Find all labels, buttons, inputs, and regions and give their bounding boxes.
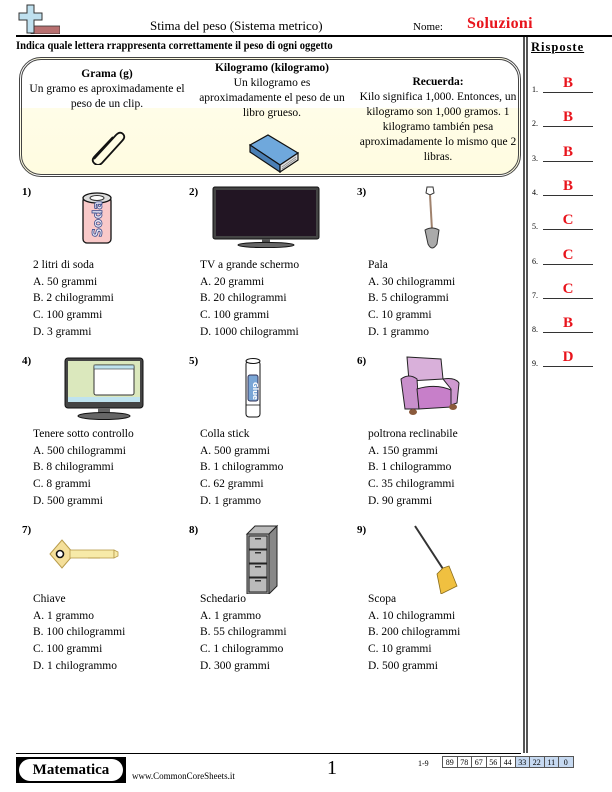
option-d: D. 500 grammi (33, 494, 103, 507)
remember-info (353, 75, 521, 165)
instructions: Indica quale lettera rrappresenta correttamente il peso di ogni oggetto (16, 40, 333, 52)
brand-badge (16, 757, 126, 783)
item-name: TV a grande schermo (200, 259, 300, 271)
answer-row (532, 351, 612, 371)
item-name: Tenere sotto controllo (33, 428, 134, 440)
logo-icon (16, 4, 60, 34)
answer-line (543, 195, 593, 196)
site-url: www.CommonCoreSheets.it (132, 771, 235, 781)
option-a: A. 20 grammi (200, 275, 265, 288)
answer-line (543, 126, 593, 127)
gram-info (22, 67, 192, 112)
answer-row (532, 214, 612, 234)
score-cell: 0 (559, 757, 574, 768)
monitor-icon (64, 357, 144, 424)
answer-row (532, 111, 612, 131)
answer-row (532, 246, 612, 269)
option-a: A. 500 grammi (200, 444, 270, 457)
question-text (368, 257, 455, 341)
option-c: C. 1 chilogrammo (200, 643, 284, 656)
question-number: 1) (22, 186, 32, 198)
answers-title: Risposte (531, 40, 585, 54)
answer-line (543, 229, 593, 230)
remember-text: Kilo significa 1,000. Entonces, un kilogramo son 1,000 gramos. 1 kilogramo también pesa aproximadamente lo mismo que 2 libras. (359, 91, 517, 163)
score-cell: 56 (486, 757, 501, 768)
option-b: B. 200 chilogrammi (368, 626, 461, 639)
score-cell: 78 (457, 757, 472, 768)
score-range: 1-9 (418, 759, 429, 768)
answer-row (532, 317, 612, 337)
option-c: C. 10 grammi (368, 643, 432, 656)
option-c: C. 100 grammi (33, 643, 103, 656)
armchair-icon (397, 355, 463, 420)
option-b: B. 1 chilogrammo (368, 461, 452, 474)
question-text (33, 426, 134, 510)
paperclip-icon (86, 129, 126, 165)
score-cell: 89 (443, 757, 458, 768)
name-value: Soluzioni (467, 15, 533, 32)
option-b: B. 100 chilogrammi (33, 626, 126, 639)
broom-icon (413, 524, 459, 597)
footer-divider (16, 753, 521, 754)
score-cell: 44 (501, 757, 516, 768)
question-text (200, 257, 299, 341)
answer-line (543, 298, 593, 299)
item-name: poltrona reclinabile (368, 428, 458, 440)
answer-value: D (562, 349, 574, 366)
answer-number: 3. (532, 153, 538, 163)
answer-row (532, 77, 612, 97)
option-a: A. 500 chilogrammi (33, 444, 126, 457)
option-c: C. 10 grammi (368, 309, 432, 322)
page-number: 1 (327, 757, 337, 779)
info-box (19, 57, 521, 177)
kilogram-title: Kilogramo (kilogramo) (214, 62, 330, 74)
answer-number: 1. (532, 85, 538, 94)
option-d: D. 1000 chilogrammi (200, 325, 299, 338)
question-number: 8) (189, 524, 199, 536)
option-c: C. 8 grammi (33, 478, 91, 491)
answer-row (532, 177, 612, 200)
question-number: 2) (189, 186, 199, 198)
option-b: B. 1 chilogrammo (200, 461, 284, 474)
option-b: B. 2 chilogrammi (33, 292, 114, 305)
option-d: D. 90 grammi (368, 494, 433, 507)
shovel-icon (421, 186, 443, 255)
answer-value: B (562, 75, 573, 91)
kilogram-info (192, 61, 352, 121)
answer-value: B (562, 109, 573, 126)
answer-value: B (562, 315, 573, 332)
worksheet-title: Stima del peso (Sistema metrico) (150, 18, 323, 33)
gram-title: Grama (g) (81, 68, 133, 80)
option-c: C. 100 grammi (33, 309, 103, 322)
answer-number: 9. (532, 359, 538, 369)
question-text (368, 426, 458, 510)
option-d: D. 1 grammo (200, 494, 262, 507)
option-d: D. 3 grammi (33, 325, 92, 338)
answer-row (532, 280, 612, 303)
answer-value: C (562, 212, 574, 229)
svg-text:Glue: Glue (251, 382, 259, 400)
option-a: A. 150 grammi (368, 444, 438, 457)
question-number: 4) (22, 355, 32, 367)
answer-number: 4. (532, 187, 538, 197)
answer-value: C (562, 246, 574, 263)
option-c: C. 35 chilogrammi (368, 478, 455, 491)
filing-cabinet-icon (245, 524, 279, 597)
answer-number: 7. (532, 290, 538, 300)
question-number: 3) (357, 186, 367, 198)
glue-stick-icon (243, 357, 263, 422)
answer-number: 8. (532, 325, 538, 335)
svg-text:Soda: Soda (91, 200, 106, 238)
item-name: Colla stick (200, 428, 250, 440)
answer-line (543, 264, 593, 265)
answer-number: 2. (532, 119, 538, 129)
question-number: 5) (189, 355, 199, 367)
option-d: D. 1 chilogrammo (33, 659, 117, 672)
key-icon (48, 536, 120, 575)
item-name: Schedario (200, 593, 246, 605)
score-cell: 33 (515, 757, 530, 768)
score-cell: 67 (472, 757, 487, 768)
score-cell: 22 (530, 757, 545, 768)
answer-row (532, 143, 612, 166)
option-b: B. 20 chilogrammi (200, 292, 287, 305)
option-c: C. 100 grammi (200, 309, 270, 322)
question-text (200, 591, 287, 675)
kilogram-text: Un kilogramo es aproximadamente el peso de un libro grueso. (199, 77, 345, 119)
question-number: 7) (22, 524, 32, 536)
answer-column-divider (523, 37, 528, 753)
option-a: A. 30 chilogrammi (368, 275, 456, 288)
name-label: Nome: (413, 21, 443, 33)
score-cell: 11 (544, 757, 559, 768)
answer-line (543, 366, 593, 367)
gram-text: Un gramo es aproximadamente el peso de un clip. (29, 83, 185, 110)
answer-value: C (562, 280, 574, 297)
score-table (442, 756, 574, 768)
answer-number: 5. (532, 222, 538, 232)
question-text (33, 591, 125, 675)
option-d: D. 300 grammi (200, 659, 270, 672)
answer-line (543, 332, 593, 333)
item-name: Chiave (33, 593, 66, 605)
option-d: D. 1 grammo (368, 325, 430, 338)
item-name: Pala (368, 259, 388, 271)
option-a: A. 1 grammo (200, 609, 262, 622)
option-b: B. 55 chilogrammi (200, 626, 287, 639)
brand-label: Matematica (19, 759, 123, 781)
option-d: D. 500 grammi (368, 659, 438, 672)
option-c: C. 62 grammi (200, 478, 264, 491)
option-b: B. 8 chilogrammi (33, 461, 114, 474)
remember-title: Recuerda: (412, 76, 464, 88)
answer-line (543, 92, 593, 93)
answer-value: B (562, 177, 573, 194)
television-icon (212, 186, 320, 251)
answer-value: B (562, 143, 573, 160)
book-icon (246, 133, 302, 173)
item-name: Scopa (368, 593, 397, 605)
option-a: A. 1 grammo (33, 609, 95, 622)
question-text (33, 257, 114, 341)
answer-number: 6. (532, 256, 538, 266)
option-a: A. 10 chilogrammi (368, 609, 456, 622)
option-b: B. 5 chilogrammi (368, 292, 449, 305)
question-text (368, 591, 460, 675)
option-a: A. 50 grammi (33, 275, 98, 288)
question-number: 9) (357, 524, 367, 536)
question-text (200, 426, 283, 510)
answer-line (543, 161, 593, 162)
question-number: 6) (357, 355, 367, 367)
item-name: 2 litri di soda (33, 259, 95, 271)
soda-can-icon (80, 191, 114, 250)
